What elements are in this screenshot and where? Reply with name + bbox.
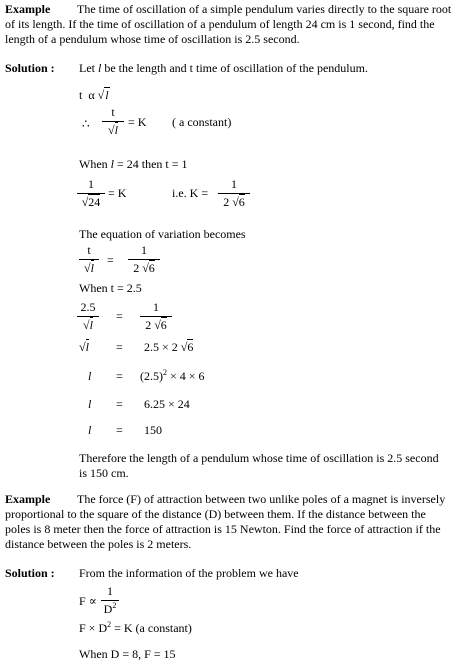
ie-label: i.e. K = <box>172 186 209 200</box>
fraction-t-over-root-l <box>102 105 124 138</box>
s1r-den: 2 √6 <box>145 318 167 332</box>
intro-post: be the length and t time of oscillation of the pendulum. <box>101 61 368 75</box>
s1-num: 2.5 <box>80 300 96 314</box>
p1-den: $D^2$ <box>103 601 117 616</box>
fraction-bar <box>218 193 250 194</box>
s4-lhs: l <box>88 397 92 411</box>
fraction-1-over-2root6 <box>218 177 250 210</box>
p1-num: 1 <box>107 584 113 598</box>
example1-line1 <box>5 2 451 17</box>
fraction-1-over-D2 <box>101 584 119 617</box>
f3-den: 2 √6 <box>223 195 245 209</box>
example2-text-1: The force (F) of attraction between two unlike poles of a magnet is inversely <box>77 492 446 506</box>
fraction-bar <box>102 121 124 122</box>
f4-den: √l <box>84 261 94 275</box>
f4r-num: 1 <box>141 243 147 257</box>
fraction-bar <box>79 259 99 260</box>
s4-eq: = <box>116 397 123 411</box>
f3-num: 1 <box>231 177 237 191</box>
p2-line: $F \times D^2 = K$ (a constant) <box>79 620 192 635</box>
proportion-line <box>79 88 110 103</box>
example2-text-2: proportional to the square of the distance (D) between them. If the distance between the <box>5 507 426 521</box>
conclusion-line1: Therefore the length of a pendulum whose time of oscillation is 2.5 second <box>79 451 439 465</box>
f1-eq: = K <box>128 115 147 129</box>
when-l: l <box>110 157 114 171</box>
example1-text-1: The time of oscillation of a simple pendulum varies directly to the square root <box>77 2 452 16</box>
prop-alpha: α <box>88 88 95 102</box>
when-t-25: When t = 2.5 <box>79 281 142 295</box>
s5-lhs: l <box>88 423 92 437</box>
s4-rhs: 6.25 × 24 <box>144 397 190 411</box>
s1-den: √l <box>83 318 93 332</box>
s2-rhs: 2.5 × 2 √6 <box>144 340 194 354</box>
s1r-num: 1 <box>153 300 159 314</box>
f1-den: √l <box>108 123 118 137</box>
example1-label: Example <box>5 2 51 16</box>
s2-eq: = <box>116 340 123 354</box>
f1-num: t <box>111 105 115 119</box>
s5-rhs: 150 <box>144 423 162 437</box>
fraction-bar <box>128 259 160 260</box>
example1-text-2: of its length. If the time of oscillation of a pendulum of length 24 cm is 1 second, find the <box>5 17 435 31</box>
example2-text-4: distance between the poles is 2 meters. <box>5 537 192 551</box>
fraction-bar <box>77 316 99 317</box>
fraction-bar <box>140 316 172 317</box>
fraction-1-over-2root6-2 <box>128 243 160 276</box>
f2-num: 1 <box>88 177 94 191</box>
intro-var: l <box>98 61 102 75</box>
example2-line1 <box>5 492 445 507</box>
fraction-1-over-root-24 <box>77 177 105 210</box>
s3-lhs: l <box>88 369 92 383</box>
fraction-t-over-root-l-2 <box>79 243 99 276</box>
s1-eq: = <box>116 309 123 323</box>
fraction-1-over-2root6-3 <box>140 300 172 333</box>
therefore-symbol: ∴ <box>82 117 90 131</box>
when-pre: When <box>79 157 111 171</box>
constant-note: ( a constant) <box>172 115 232 129</box>
s2-lhs: √l <box>79 340 89 354</box>
equation-variation-text: The equation of variation becomes <box>79 227 246 241</box>
prop-t: t <box>79 88 83 102</box>
solution2-intro: From the information of the problem we have <box>79 566 299 580</box>
intro-pre: Let <box>79 61 98 75</box>
example2-text-3: poles is 8 meter then the force of attraction is 15 Newton. Find the force of attraction if the <box>5 522 441 536</box>
s5-eq: = <box>116 423 123 437</box>
s3-rhs: $(2.5)^2 \times 4 \times 6$ <box>140 368 205 383</box>
sqrt-l: √l <box>97 88 109 102</box>
fraction-25-over-root-l <box>77 300 99 333</box>
f4-num: t <box>87 243 91 257</box>
p1-lhs: F ∝ <box>79 594 97 608</box>
f4-eq: = <box>107 253 114 267</box>
solution1-intro <box>79 61 368 76</box>
when-line <box>79 157 188 172</box>
example1-text-3: length of a pendulum whose time of oscillation is 2.5 second. <box>5 32 300 46</box>
solution2-label: Solution : <box>5 566 55 580</box>
when-d8: When D = 8, F = 15 <box>79 647 176 661</box>
s3-eq: = <box>116 369 123 383</box>
example2-label: Example <box>5 492 51 506</box>
f4r-den: 2 √6 <box>133 261 155 275</box>
f2-eq: = K <box>108 186 127 200</box>
conclusion-line2: is 150 cm. <box>79 466 129 480</box>
solution1-label: Solution : <box>5 61 55 75</box>
when-post: = 24 then t = 1 <box>114 157 188 171</box>
f2-den: √24 <box>81 195 101 209</box>
